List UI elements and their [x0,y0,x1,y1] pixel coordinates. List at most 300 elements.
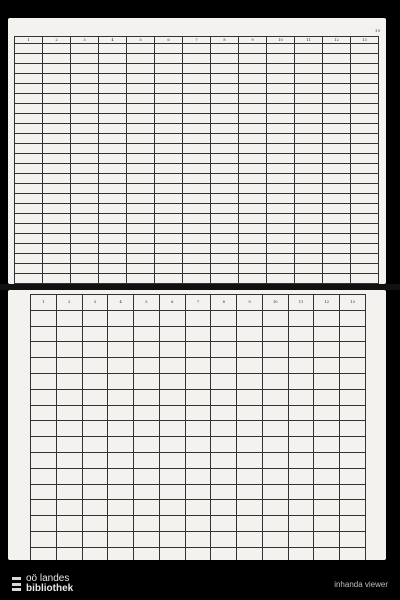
ledger-cell [237,421,263,437]
ledger-cell [185,531,211,547]
ledger-cell [262,452,288,468]
page-number: 19 [374,28,380,33]
ledger-cell [239,214,267,224]
ledger-cell [340,421,366,437]
ledger-cell [183,64,211,74]
ledger-column-header: 5 [134,295,160,311]
ledger-cell [262,405,288,421]
ledger-cell [56,500,82,516]
ledger-cell [183,264,211,274]
ledger-cell [211,44,239,54]
ledger-cell [155,224,183,234]
ledger-cell [159,326,185,342]
ledger-cell [99,214,127,224]
ledger-cell [262,500,288,516]
ledger-cell [31,484,57,500]
ledger-cell [159,468,185,484]
ledger-cell [15,74,43,84]
ledger-row [15,194,379,204]
ledger-cell [43,274,71,284]
ledger-cell [134,373,160,389]
ledger-cell [340,326,366,342]
ledger-cell [183,104,211,114]
ledger-column-header: 9 [239,37,267,44]
ledger-cell [211,144,239,154]
ledger-cell [351,194,379,204]
ledger-cell [288,421,314,437]
ledger-cell [82,373,108,389]
ledger-cell [155,264,183,274]
library-name-line1: oö landes [26,573,70,584]
ledger-cell [82,516,108,532]
ledger-cell [134,326,160,342]
ledger-cell [340,373,366,389]
ledger-cell [134,516,160,532]
ledger-cell [185,437,211,453]
ledger-cell [239,184,267,194]
ledger-cell [340,342,366,358]
ledger-cell [71,94,99,104]
ledger-cell [211,194,239,204]
ledger-row [31,500,366,516]
ledger-cell [351,104,379,114]
ledger-cell [134,531,160,547]
ledger-cell [82,342,108,358]
ledger-cell [159,358,185,374]
ledger-cell [323,244,351,254]
ledger-column-header: 1 [15,37,43,44]
ledger-cell [314,437,340,453]
ledger-cell [15,184,43,194]
ledger-cell [211,516,237,532]
ledger-cell [31,373,57,389]
ledger-cell [211,244,239,254]
ledger-cell [71,74,99,84]
ledger-cell [99,224,127,234]
ledger-column-header: 12 [323,37,351,44]
ledger-cell [323,74,351,84]
ledger-cell [267,174,295,184]
ledger-cell [267,204,295,214]
ledger-cell [15,204,43,214]
ledger-cell [15,114,43,124]
ledger-cell [211,547,237,560]
ledger-cell [183,174,211,184]
ledger-cell [340,358,366,374]
ledger-cell [155,134,183,144]
ledger-cell [43,164,71,174]
ledger-cell [239,64,267,74]
ledger-cell [159,421,185,437]
ledger-cell [82,405,108,421]
ledger-cell [99,244,127,254]
ledger-cell [323,84,351,94]
ledger-row [31,405,366,421]
ledger-cell [127,124,155,134]
ledger-cell [211,184,239,194]
ledger-cell [56,421,82,437]
ledger-column-header: 7 [183,37,211,44]
ledger-cell [99,64,127,74]
ledger-cell [99,134,127,144]
ledger-cell [43,184,71,194]
ledger-cell [15,64,43,74]
ledger-cell [262,373,288,389]
ledger-cell [295,64,323,74]
ledger-cell [31,310,57,326]
ledger-cell [155,184,183,194]
ledger-cell [288,468,314,484]
ledger-cell [239,224,267,234]
ledger-cell [71,214,99,224]
ledger-cell [239,204,267,214]
ledger-cell [239,264,267,274]
ledger-cell [134,358,160,374]
library-logo-link[interactable] [12,574,73,594]
ledger-cell [15,244,43,254]
ledger-cell [71,204,99,214]
ledger-cell [185,452,211,468]
ledger-cell [183,194,211,204]
ledger-cell [295,224,323,234]
ledger-column-header: 6 [155,37,183,44]
ledger-cell [71,114,99,124]
ledger-cell [99,54,127,64]
ledger-cell [43,254,71,264]
ledger-cell [237,437,263,453]
ledger-cell [267,104,295,114]
ledger-row [31,531,366,547]
ledger-cell [134,421,160,437]
ledger-cell [314,310,340,326]
ledger-cell [323,184,351,194]
ledger-cell [211,54,239,64]
ledger-cell [134,500,160,516]
ledger-cell [351,184,379,194]
ledger-column-header: 8 [211,295,237,311]
ledger-cell [71,134,99,144]
ledger-cell [108,437,134,453]
ledger-cell [211,484,237,500]
ledger-row [15,184,379,194]
ledger-row [15,264,379,274]
ledger-cell [99,174,127,184]
ledger-cell [15,264,43,274]
ledger-cell [237,358,263,374]
ledger-cell [239,134,267,144]
ledger-column-header: 5 [127,37,155,44]
ledger-cell [134,484,160,500]
ledger-cell [56,405,82,421]
ledger-cell [183,204,211,214]
ledger-cell [340,389,366,405]
ledger-cell [134,310,160,326]
ledger-cell [288,389,314,405]
ledger-cell [239,44,267,54]
ledger-cell [127,184,155,194]
ledger-row [31,516,366,532]
ledger-cell [267,264,295,274]
ledger-cell [323,104,351,114]
ledger-cell [211,421,237,437]
ledger-row [15,204,379,214]
ledger-cell [15,274,43,284]
ledger-cell [43,234,71,244]
ledger-cell [340,547,366,560]
ledger-cell [239,74,267,84]
ledger-cell [15,164,43,174]
ledger-cell [99,144,127,154]
ledger-cell [43,174,71,184]
ledger-cell [351,174,379,184]
ledger-cell [56,389,82,405]
ledger-row [15,254,379,264]
ledger-cell [351,64,379,74]
ledger-cell [314,468,340,484]
ledger-cell [323,114,351,124]
ledger-cell [351,94,379,104]
ledger-cell [211,468,237,484]
ledger-cell [99,94,127,104]
ledger-cell [43,104,71,114]
ledger-cell [237,373,263,389]
ledger-cell [183,94,211,104]
ledger-cell [295,84,323,94]
ledger-cell [314,326,340,342]
ledger-cell [323,154,351,164]
ledger-cell [159,516,185,532]
ledger-column-header: 3 [71,37,99,44]
ledger-cell [239,144,267,154]
ledger-cell [43,154,71,164]
ledger-cell [314,547,340,560]
ledger-cell [99,84,127,94]
ledger-cell [340,437,366,453]
ledger-cell [267,244,295,254]
ledger-cell [295,264,323,274]
ledger-cell [82,310,108,326]
ledger-cell [155,84,183,94]
ledger-cell [288,358,314,374]
ledger-cell [155,74,183,84]
ledger-row [31,452,366,468]
ledger-cell [262,437,288,453]
ledger-cell [183,124,211,134]
ledger-column-header: 10 [267,37,295,44]
ledger-row [15,214,379,224]
ledger-cell [239,274,267,284]
ledger-cell [351,144,379,154]
ledger-cell [43,214,71,224]
ledger-cell [43,204,71,214]
ledger-cell [351,214,379,224]
ledger-cell [340,500,366,516]
ledger-cell [211,500,237,516]
ledger-cell [211,310,237,326]
ledger-cell [239,114,267,124]
ledger-cell [43,94,71,104]
ledger-row [31,421,366,437]
ledger-cell [127,54,155,64]
ledger-cell [159,452,185,468]
ledger-cell [340,516,366,532]
ledger-cell [127,274,155,284]
ledger-cell [31,547,57,560]
ledger-cell [323,174,351,184]
ledger-cell [183,114,211,124]
ledger-cell [211,124,239,134]
ledger-cell [267,154,295,164]
ledger-cell [267,134,295,144]
ledger-cell [295,204,323,214]
ledger-cell [267,74,295,84]
ledger-cell [108,500,134,516]
ledger-column-header: 13 [340,295,366,311]
ledger-cell [237,389,263,405]
ledger-cell [239,254,267,264]
ledger-column-header: 13 [351,37,379,44]
ledger-cell [108,373,134,389]
ledger-cell [155,124,183,134]
ledger-cell [267,254,295,264]
ledger-column-header: 6 [159,295,185,311]
ledger-cell [351,254,379,264]
ledger-cell [71,104,99,114]
ledger-cell [295,144,323,154]
ledger-cell [183,74,211,84]
ledger-cell [82,358,108,374]
ledger-cell [108,516,134,532]
ledger-cell [185,310,211,326]
ledger-cell [211,204,239,214]
ledger-cell [43,84,71,94]
ledger-cell [127,144,155,154]
ledger-cell [267,214,295,224]
ledger-cell [159,310,185,326]
scanned-page-top [8,18,386,284]
ledger-cell [155,234,183,244]
ledger-cell [99,44,127,54]
ledger-cell [295,194,323,204]
ledger-cell [127,194,155,204]
ledger-column-header: 4 [108,295,134,311]
ledger-cell [71,54,99,64]
ledger-cell [56,326,82,342]
ledger-cell [43,194,71,204]
ledger-cell [314,358,340,374]
ledger-cell [183,234,211,244]
ledger-cell [71,254,99,264]
ledger-cell [71,174,99,184]
ledger-cell [267,194,295,204]
ledger-cell [295,154,323,164]
ledger-cell [56,547,82,560]
ledger-cell [211,234,239,244]
ledger-row [15,114,379,124]
ledger-cell [71,164,99,174]
ledger-cell [314,484,340,500]
ledger-cell [211,214,239,224]
ledger-cell [108,358,134,374]
ledger-cell [15,154,43,164]
ledger-cell [314,389,340,405]
ledger-cell [185,484,211,500]
ledger-cell [108,468,134,484]
ledger-cell [82,452,108,468]
ledger-cell [295,94,323,104]
ledger-cell [267,64,295,74]
ledger-cell [267,44,295,54]
ledger-cell [99,164,127,174]
ledger-cell [211,373,237,389]
ledger-cell [99,184,127,194]
ledger-cell [127,204,155,214]
ledger-cell [56,373,82,389]
ledger-cell [82,437,108,453]
ledger-cell [314,421,340,437]
ledger-cell [185,358,211,374]
ledger-cell [155,54,183,64]
ledger-cell [31,468,57,484]
ledger-cell [134,389,160,405]
ledger-cell [82,484,108,500]
ledger-column-header: 2 [56,295,82,311]
ledger-cell [323,194,351,204]
ledger-cell [314,516,340,532]
ledger-header-row [31,295,366,311]
ledger-cell [134,405,160,421]
ledger-cell [127,174,155,184]
ledger-cell [211,114,239,124]
ledger-cell [288,373,314,389]
ledger-cell [262,531,288,547]
ledger-cell [239,94,267,104]
ledger-cell [71,154,99,164]
ledger-cell [71,44,99,54]
ledger-cell [239,84,267,94]
ledger-cell [314,500,340,516]
ledger-cell [127,64,155,74]
ledger-cell [56,531,82,547]
ledger-cell [185,547,211,560]
ledger-row [15,144,379,154]
ledger-cell [108,326,134,342]
ledger-cell [351,74,379,84]
ledger-cell [99,194,127,204]
ledger-cell [99,124,127,134]
ledger-row [15,64,379,74]
ledger-cell [351,134,379,144]
ledger-cell [295,134,323,144]
ledger-cell [127,164,155,174]
ledger-cell [211,64,239,74]
ledger-row [15,134,379,144]
ledger-cell [15,134,43,144]
ledger-cell [127,234,155,244]
ledger-cell [159,547,185,560]
ledger-cell [288,342,314,358]
ledger-cell [71,64,99,74]
ledger-cell [351,44,379,54]
ledger-cell [56,484,82,500]
ledger-cell [323,64,351,74]
ledger-cell [211,264,239,274]
ledger-row [15,104,379,114]
ledger-cell [351,264,379,274]
ledger-row [15,224,379,234]
ledger-column-header: 2 [43,37,71,44]
ledger-cell [159,531,185,547]
